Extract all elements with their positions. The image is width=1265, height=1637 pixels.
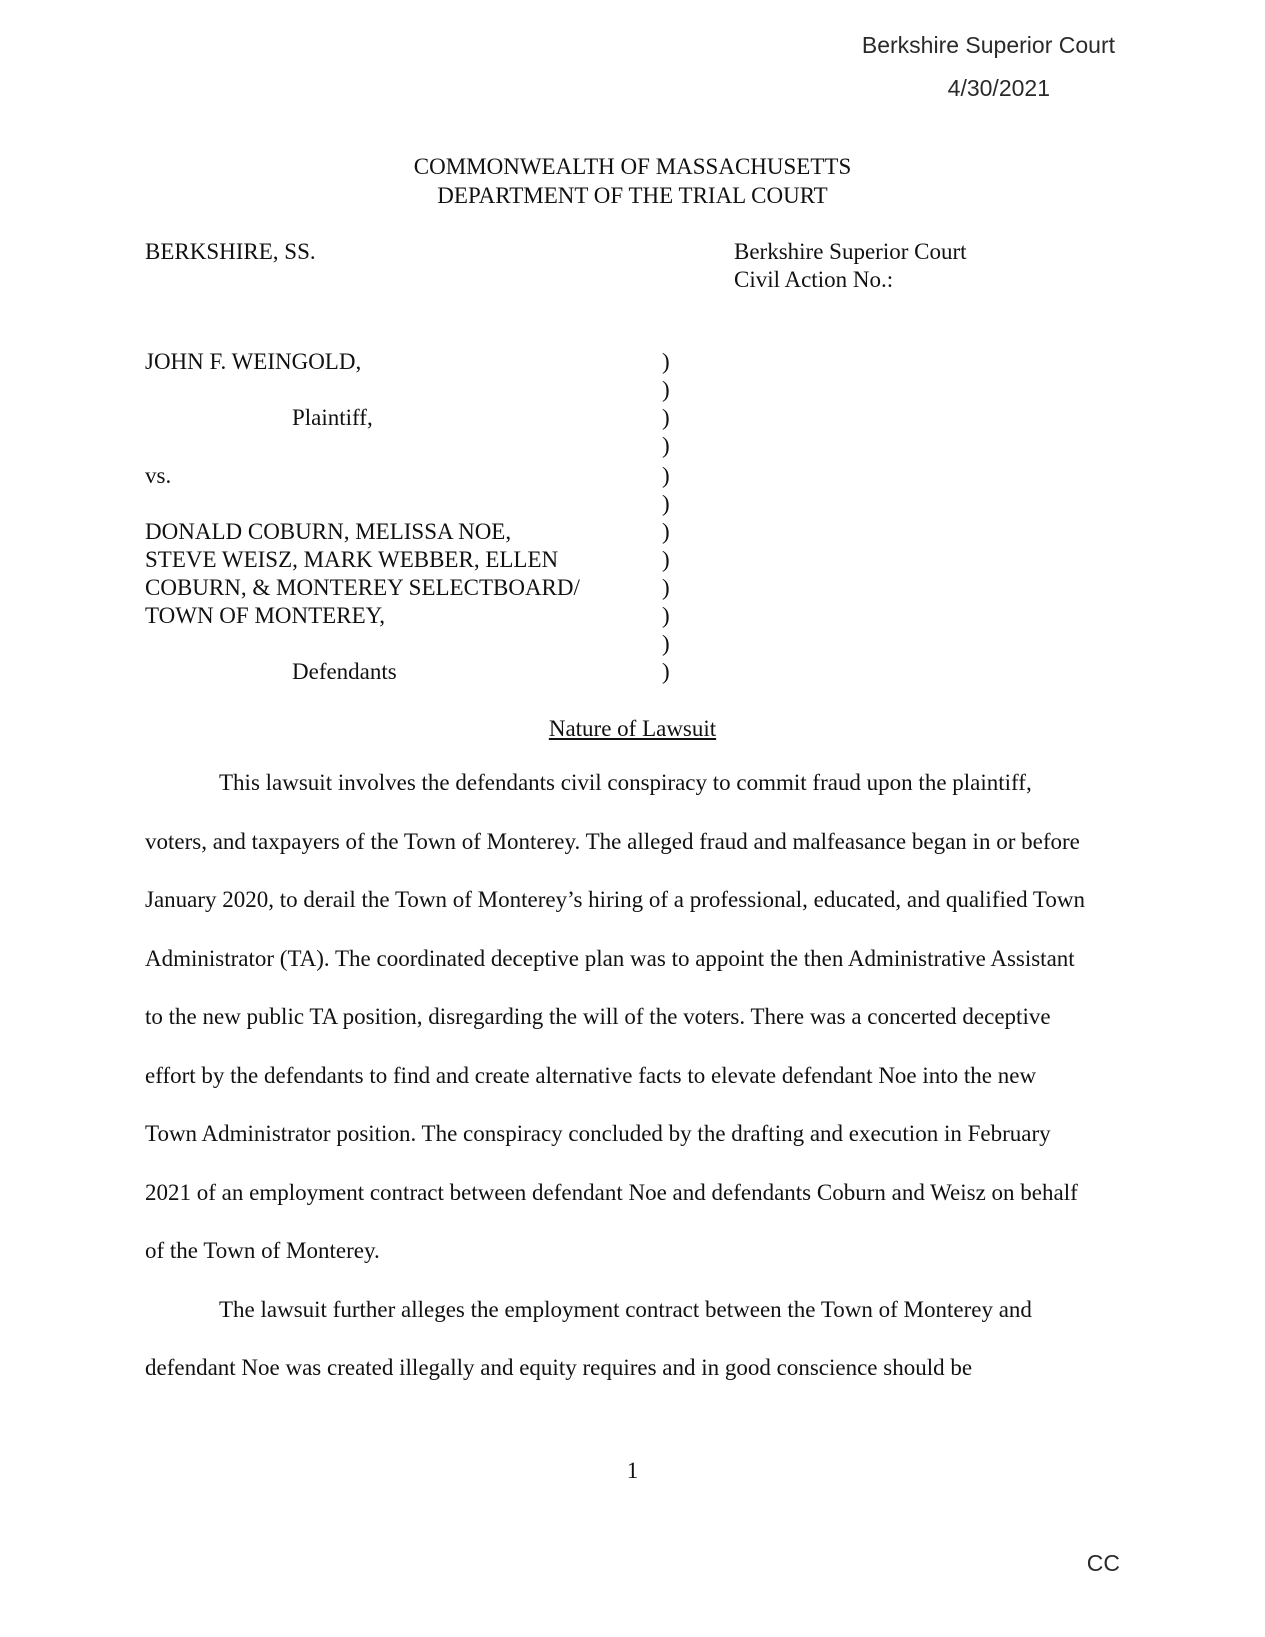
caption-paren: ) (662, 547, 670, 572)
caption-paren: ) (662, 377, 670, 402)
venue-county: BERKSHIRE, SS. (145, 239, 316, 264)
footer-mark: CC (1086, 1550, 1120, 1576)
caption-paren: ) (662, 463, 670, 488)
versus-label: vs. (145, 463, 172, 488)
caption-paren: ) (662, 491, 670, 516)
defendants-line: DONALD COBURN, MELISSA NOE, (145, 519, 512, 544)
section-heading: Nature of Lawsuit (548, 716, 717, 741)
caption-paren: ) (662, 631, 670, 656)
caption-paren: ) (662, 405, 670, 430)
civil-action-number: Civil Action No.: (734, 267, 894, 292)
header-department: DEPARTMENT OF THE TRIAL COURT (437, 183, 828, 208)
defendants-label: Defendants (292, 659, 397, 684)
defendants-line: TOWN OF MONTEREY, (145, 603, 386, 628)
caption-paren: ) (662, 349, 670, 374)
caption-paren: ) (662, 603, 670, 628)
page-number: 1 (626, 1458, 639, 1483)
paragraph: This lawsuit involves the defendants civil conspiracy to commit fraud upon the plaintiff, voters, and taxpayers of the Town of Monterey. The alleged fraud and malfeasance began in or before January 2020, to derail the Town of Monterey’s hiring of a professional, educated, and qualified Town Administrator (TA). The coordinated deceptive plan was to appoint the then Administrative Assistant to the new public TA position, disregarding the will of the voters. There was a concerted deceptive effort by the defendants to find and create alternative facts to elevate defendant Noe into the new Town Administrator position. The conspiracy concluded by the drafting and execution in February 2021 of an employment contract between defendant Noe and defendants Coburn and Weisz on behalf of the Town of Monterey. (145, 770, 1085, 1263)
paragraph: The lawsuit further alleges the employment contract between the Town of Monterey and defendant Noe was created illegally and equity requires and in good conscience should be (145, 1296, 1032, 1380)
caption-paren: ) (662, 519, 670, 544)
plaintiff-label: Plaintiff, (292, 405, 373, 430)
body-text (145, 754, 1090, 1398)
caption-paren: ) (662, 575, 670, 600)
defendants-line: COBURN, & MONTEREY SELECTBOARD/ (145, 575, 580, 600)
defendants-line: STEVE WEISZ, MARK WEBBER, ELLEN (145, 547, 559, 572)
filing-stamp-date: 4/30/2021 (947, 75, 1050, 101)
plaintiff-name: JOHN F. WEINGOLD, (145, 349, 362, 374)
header-commonwealth: COMMONWEALTH OF MASSACHUSETTS (413, 154, 852, 179)
filing-stamp-court: Berkshire Superior Court (861, 32, 1115, 58)
venue-court: Berkshire Superior Court (734, 239, 967, 264)
caption-paren: ) (662, 433, 670, 458)
caption-paren: ) (662, 659, 670, 684)
